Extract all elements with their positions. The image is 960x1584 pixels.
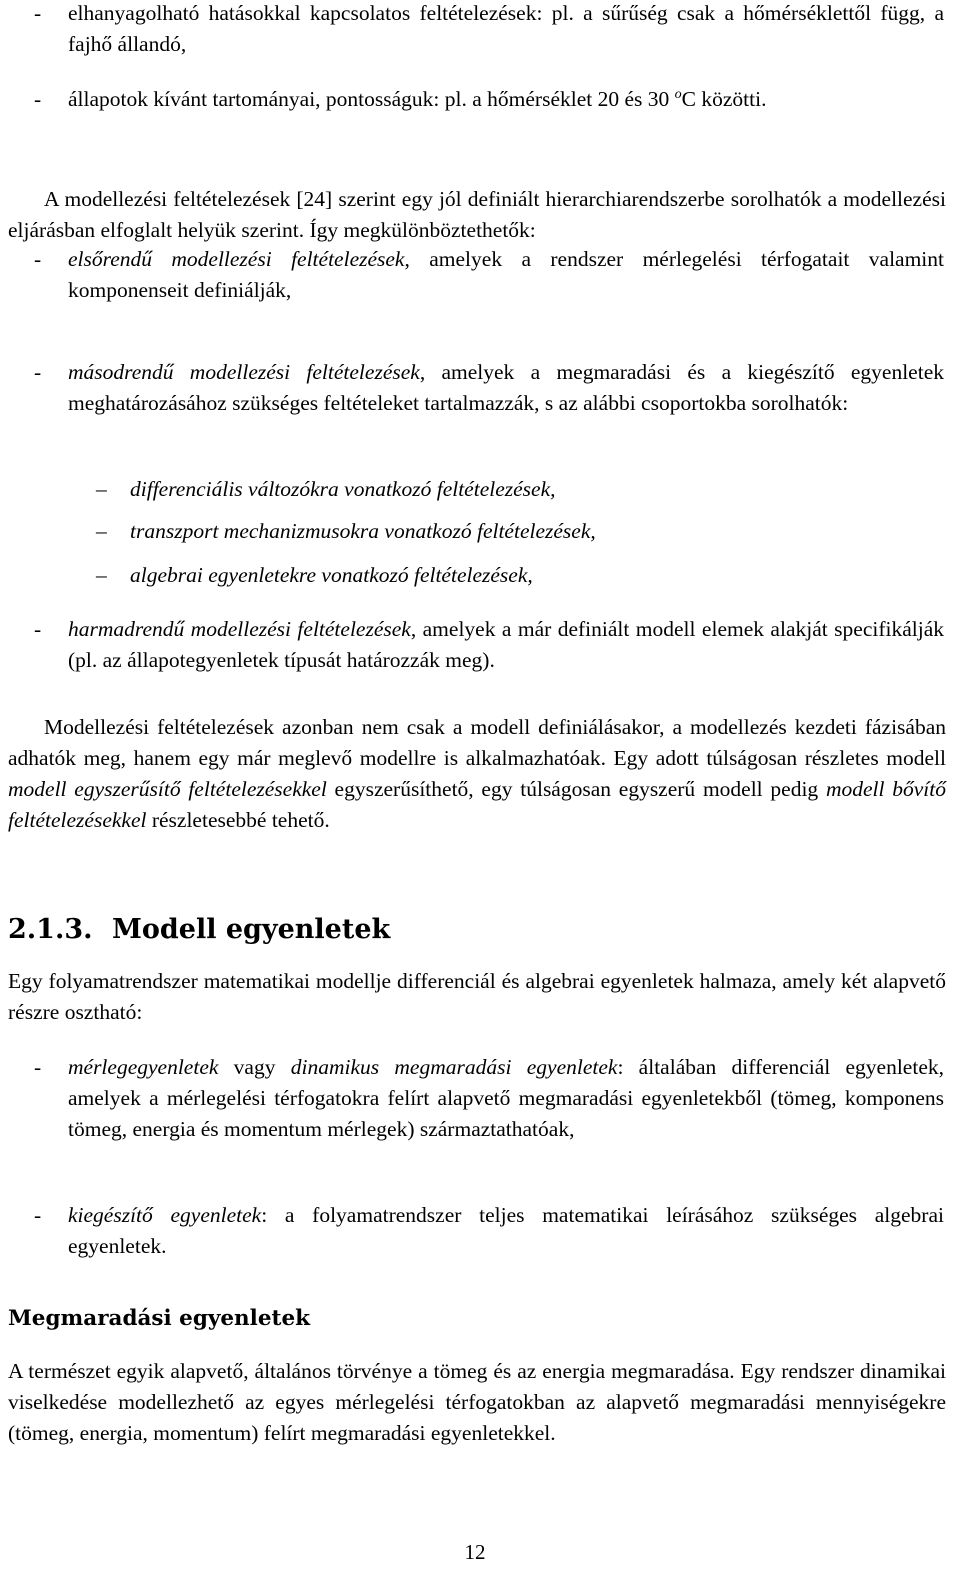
sublist-item-text: differenciális változókra vonatkozó feltételezések, [130,477,556,501]
sublist-marker: – [96,563,107,587]
paragraph-term: modell egyszerűsítő feltételezésekkel [8,777,327,801]
paragraph-simplification [8,712,946,836]
paragraph-segment: Modellezési feltételezések azonban nem csak a modell definiálásakor, a modellezés kezdeti fázisában adhatók meg, hanem egy már meglevő modellre is alkalmazhatóak. Egy adott túlságosan részletes modell [8,715,946,770]
sublist-item-text: algebrai egyenletekre vonatkozó feltételezések, [130,563,533,587]
list-item-supplementary-equations [34,1200,944,1262]
list-item-term: kiegészítő egyenletek [68,1203,262,1227]
list-item-neglected-effects [34,0,944,60]
section-number: 2.1.3. [8,914,93,945]
paragraph-text: Egy folyamatrendszer matematikai modellje differenciál és algebrai egyenletek halmaza, amely két alapvető részre osztható: [8,969,946,1024]
degree-superscript: o [674,86,682,102]
list-item-text: , amelyek a rendszer mérlegelési térfogatait valamint komponenseit definiálják, [68,247,944,302]
list-marker: - [34,1,42,25]
paragraph-conservation [8,1356,946,1449]
list-marker: - [34,617,42,641]
list-item-term: mérlegegyenletek [68,1055,219,1079]
paragraph-text: A természet egyik alapvető, általános törvénye a tömeg és az energia megmaradása. Egy rendszer dinamikai viselkedése modellezhető az egyes mérlegelési térfogatokban az alapvető megmaradási mennyiségekre (tömeg, energia, momentum) felírt megmaradási egyenletekkel. [8,1359,946,1445]
list-item-term: másodrendű modellezési feltételezések [68,360,420,384]
sublist-item-transport [96,516,936,547]
list-item-second-order [34,357,944,419]
sublist-marker: – [96,477,107,501]
list-item-term: harmadrendű modellezési feltételezések [68,617,411,641]
sublist-marker: – [96,519,107,543]
list-item-text: elhanyagolható hatásokkal kapcsolatos feltételezések: pl. a sűrűség csak a hőmérséklettől függ, a fajhő állandó, [68,1,944,56]
list-item-text: , amelyek a megmaradási és a kiegészítő egyenletek meghatározásához szükséges feltételeket tartalmazzák, s az alábbi csoportokba sorolhatók: [68,360,944,415]
paragraph-term: modell bővítő feltételezésekkel [8,777,946,832]
list-item-first-order [34,244,944,306]
list-item-balance-equations [34,1052,944,1145]
section-heading [8,912,390,948]
list-item-text-end: C közötti. [681,87,767,111]
list-item-third-order [34,614,944,676]
page-number: 12 [464,1540,486,1564]
subsection-heading: Megmaradási egyenletek [8,1306,311,1331]
list-marker: - [34,1055,42,1079]
section-title: Modell egyenletek [112,914,391,945]
list-item-text: : általában differenciál egyenletek, amelyek a mérlegelési térfogatokra felírt alapvető megmaradási egyenletekből (tömeg, komponens tömeg, energia és momentum mérlegek) származtathatóak, [68,1055,944,1141]
sublist-item-algebraic [96,560,936,591]
sublist-item-differential [96,474,936,505]
paragraph-hierarchy [8,184,946,246]
list-item-text: , amelyek a már definiált modell elemek alakját specifikálják (pl. az állapotegyenletek típusát határozzák meg). [68,617,944,672]
paragraph-text [8,712,946,836]
paragraph-segment: részletesebbé tehető. [146,808,330,832]
list-item-text: állapotok kívánt tartományai, pontosságuk: pl. a hőmérséklet 20 és 30 [68,87,675,111]
paragraph-segment: egyszerűsíthető, egy túlságosan egyszerű modell pedig [326,777,826,801]
list-item-state-ranges [34,84,944,115]
list-marker: - [34,247,42,271]
list-marker: - [34,1203,42,1227]
list-item-term: dinamikus megmaradási egyenletek [290,1055,618,1079]
list-marker: - [34,360,42,384]
paragraph-text: A modellezési feltételezések [24] szerint egy jól definiált hierarchiarendszerbe sorolhatók a modellezési eljárásban elfoglalt helyük szerint. Így megkülönböztethetők: [8,187,946,242]
list-item-text: vagy [218,1055,291,1079]
paragraph-equations [8,966,946,1028]
list-item-text: : a folyamatrendszer teljes matematikai leírásához szükséges algebrai egyenletek. [68,1203,944,1258]
sublist-item-text: transzport mechanizmusokra vonatkozó feltételezések, [130,519,596,543]
list-marker: - [34,87,42,111]
list-item-term: elsőrendű modellezési feltételezések [68,247,405,271]
